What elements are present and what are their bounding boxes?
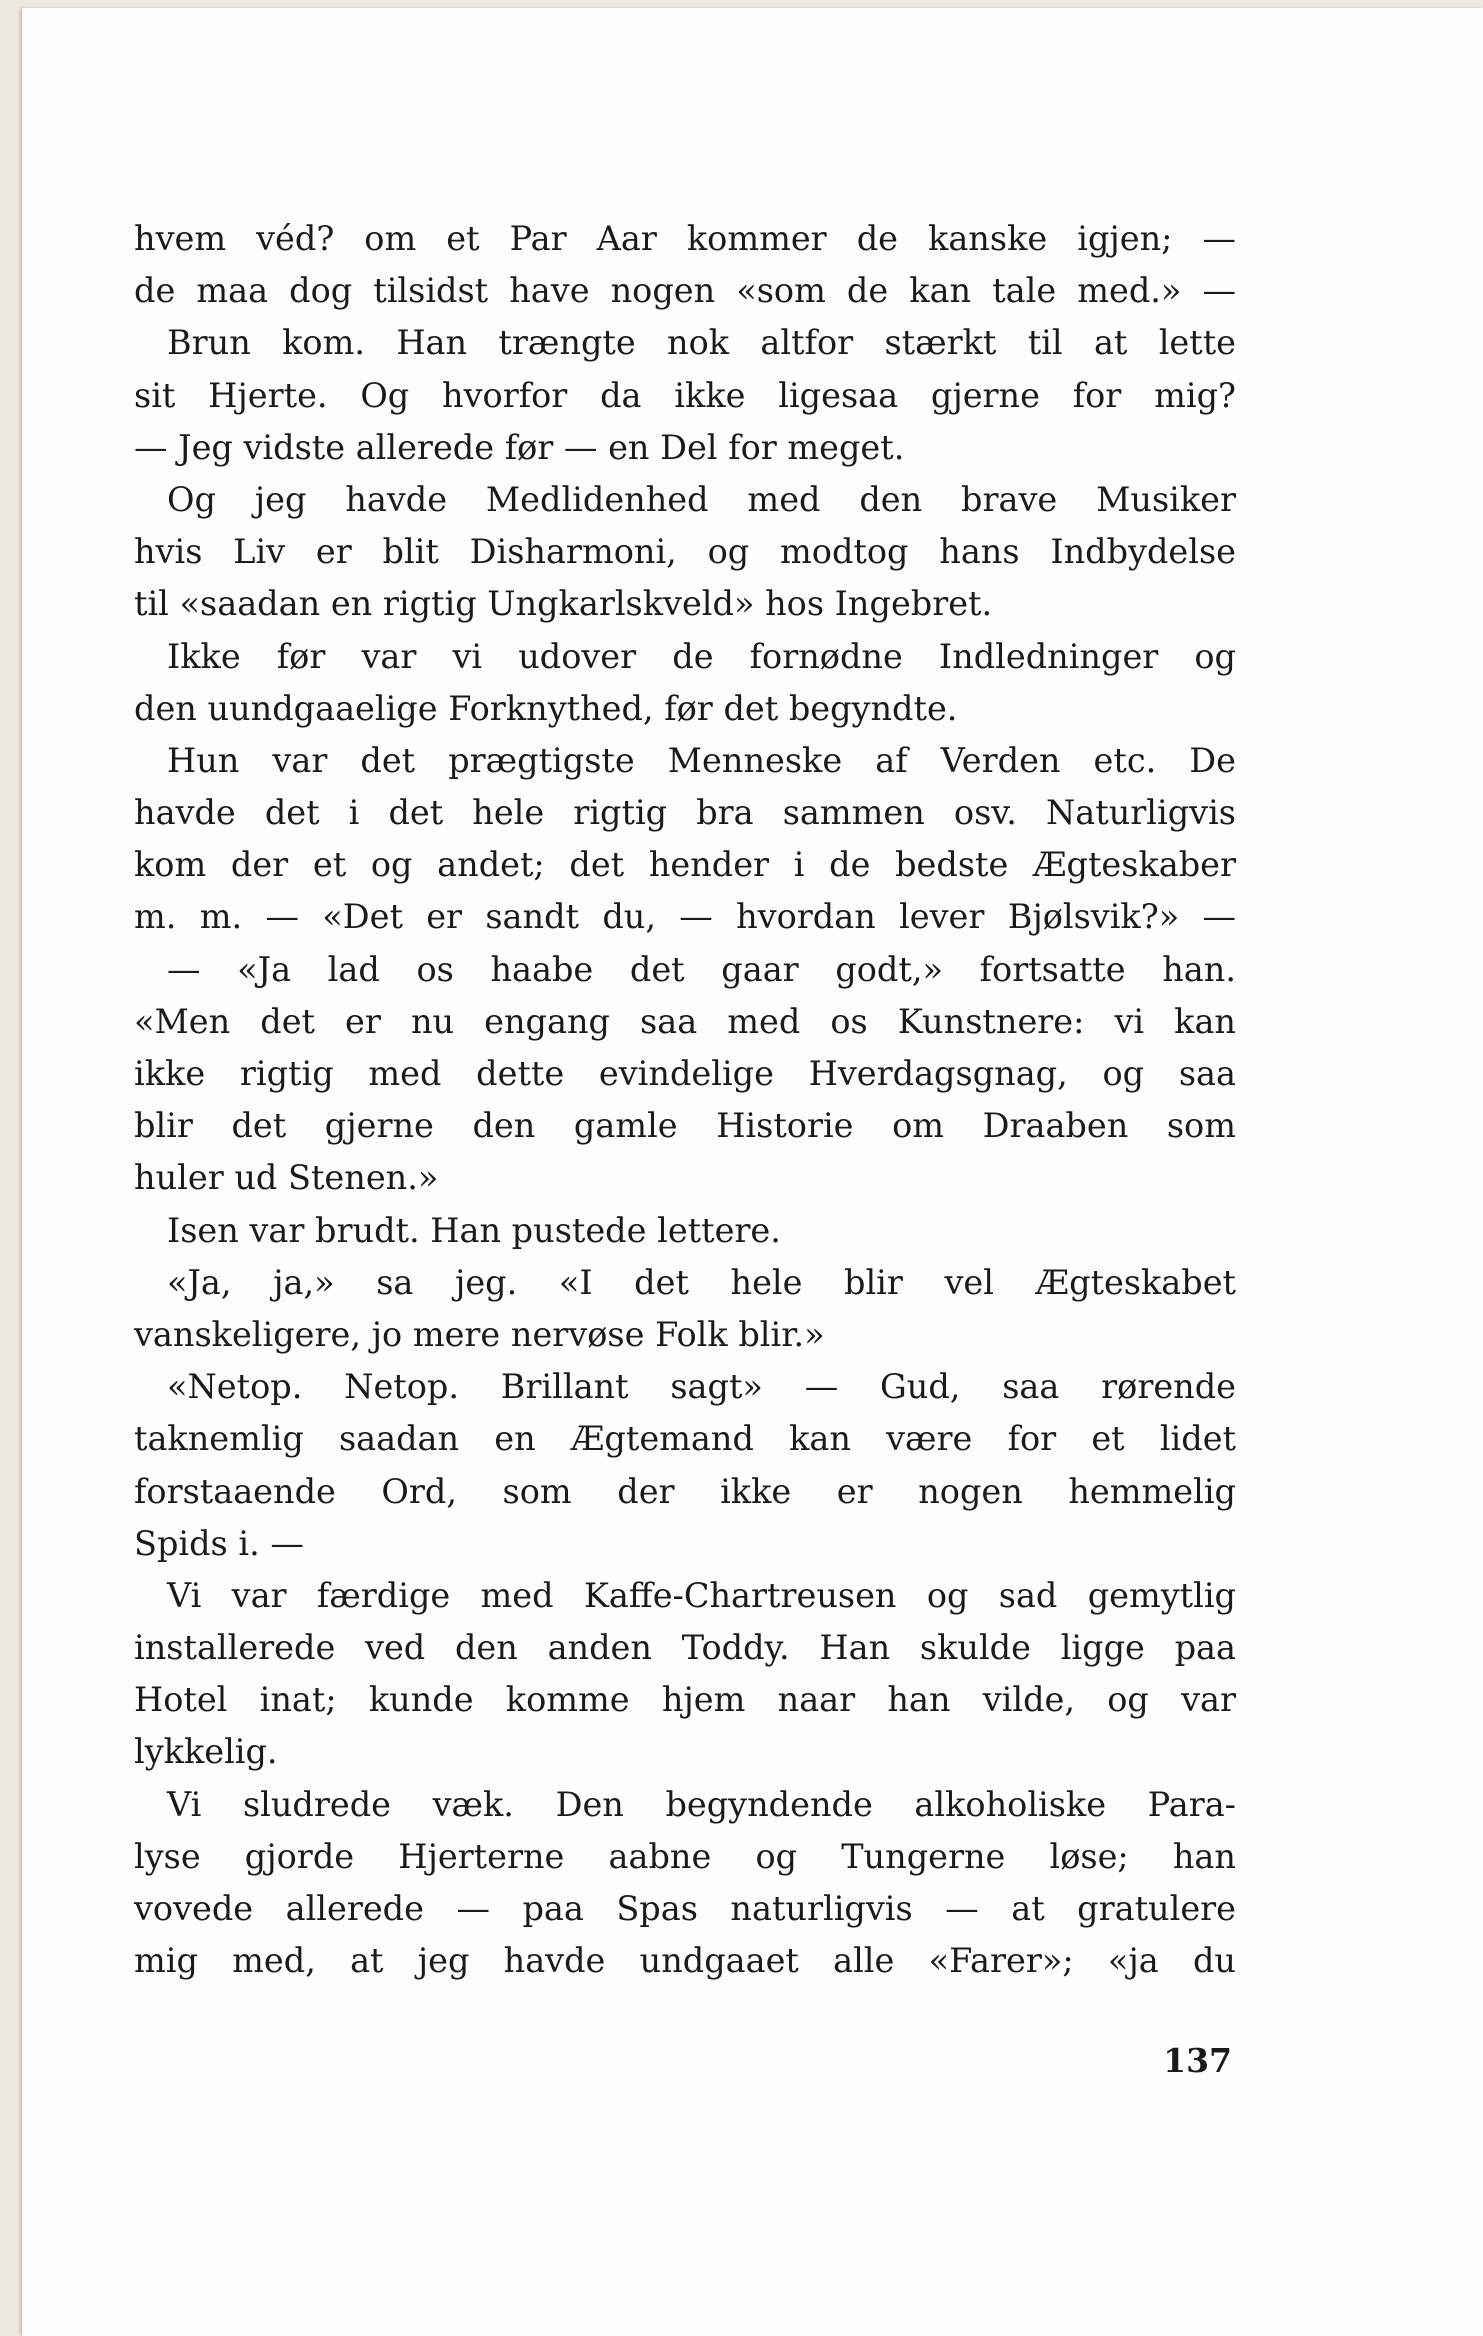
- text-line: «Netop. Netop. Brillant sagt» — Gud, saa rørende: [167, 1367, 1236, 1407]
- text-line: havde det i det hele rigtig bra sammen osv. Naturligvis: [134, 793, 1236, 833]
- text-line: Og jeg havde Medlidenhed med den brave Musiker: [167, 479, 1236, 519]
- text-line: Ikke før var vi udover de fornødne Indledninger og: [167, 636, 1236, 676]
- text-line: m. m. — «Det er sandt du, — hvordan lever Bjølsvik?» —: [134, 897, 1236, 937]
- text-line: mig med, at jeg havde undgaaet alle «Farer»; «ja du: [134, 1941, 1236, 1981]
- text-line: vovede allerede — paa Spas naturligvis — at gratulere: [134, 1889, 1236, 1928]
- text-line: sit Hjerte. Og hvorfor da ikke ligesaa gjerne for mig?: [134, 375, 1236, 415]
- text-line: forstaaende Ord, som der ikke er nogen hemmelig: [134, 1471, 1236, 1511]
- text-line: lyse gjorde Hjerterne aabne og Tungerne løse; han: [134, 1836, 1236, 1876]
- text-line: lykkelig.: [134, 1732, 278, 1772]
- text-line: — Jeg vidste allerede før — en Del for meget.: [134, 427, 905, 467]
- body-text: [134, 213, 1236, 1987]
- text-line: taknemlig saadan en Ægtemand kan være for et lidet: [134, 1419, 1236, 1459]
- text-line: Vi var færdige med Kaffe-Chartreusen og sad gemytlig: [167, 1575, 1236, 1615]
- text-line: hvem véd? om et Par Aar kommer de kanske igjen; —: [134, 219, 1236, 258]
- text-line: Hun var det prægtigste Menneske af Verden etc. De: [167, 740, 1236, 780]
- book-page: [22, 8, 1483, 2336]
- text-line: Brun kom. Han trængte nok altfor stærkt til at lette: [167, 323, 1236, 363]
- text-line: Hotel inat; kunde komme hjem naar han vilde, og var: [134, 1680, 1236, 1720]
- text-line: Spids i. —: [134, 1523, 304, 1563]
- text-line: den uundgaaelige Forknythed, før det begyndte.: [134, 688, 958, 728]
- text-line: «Men det er nu engang saa med os Kunstnere: vi kan: [134, 1001, 1236, 1041]
- text-line: ikke rigtig med dette evindelige Hverdagsgnag, og saa: [134, 1054, 1236, 1093]
- text-line: vanskeligere, jo mere nervøse Folk blir.»: [134, 1314, 825, 1354]
- text-line: hvis Liv er blit Disharmoni, og modtog hans Indbydelse: [134, 532, 1236, 572]
- text-line: Isen var brudt. Han pustede lettere.: [167, 1210, 781, 1250]
- text-line: blir det gjerne den gamle Historie om Draaben som: [134, 1106, 1236, 1146]
- text-line: kom der et og andet; det hender i de bedste Ægteskaber: [134, 845, 1236, 885]
- text-line: Vi sludrede væk. Den begyndende alkoholiske Para-: [167, 1784, 1236, 1824]
- text-line: til «saadan en rigtig Ungkarlskveld» hos Ingebret.: [134, 584, 993, 624]
- page-number: 137: [1163, 2041, 1232, 2080]
- text-line: installerede ved den anden Toddy. Han skulde ligge paa: [134, 1628, 1236, 1668]
- text-line: huler ud Stenen.»: [134, 1158, 439, 1198]
- text-line: — «Ja lad os haabe det gaar godt,» fortsatte han.: [167, 949, 1236, 989]
- text-line: «Ja, ja,» sa jeg. «I det hele blir vel Ægteskabet: [167, 1262, 1236, 1302]
- text-line: de maa dog tilsidst have nogen «som de kan tale med.» —: [134, 271, 1236, 311]
